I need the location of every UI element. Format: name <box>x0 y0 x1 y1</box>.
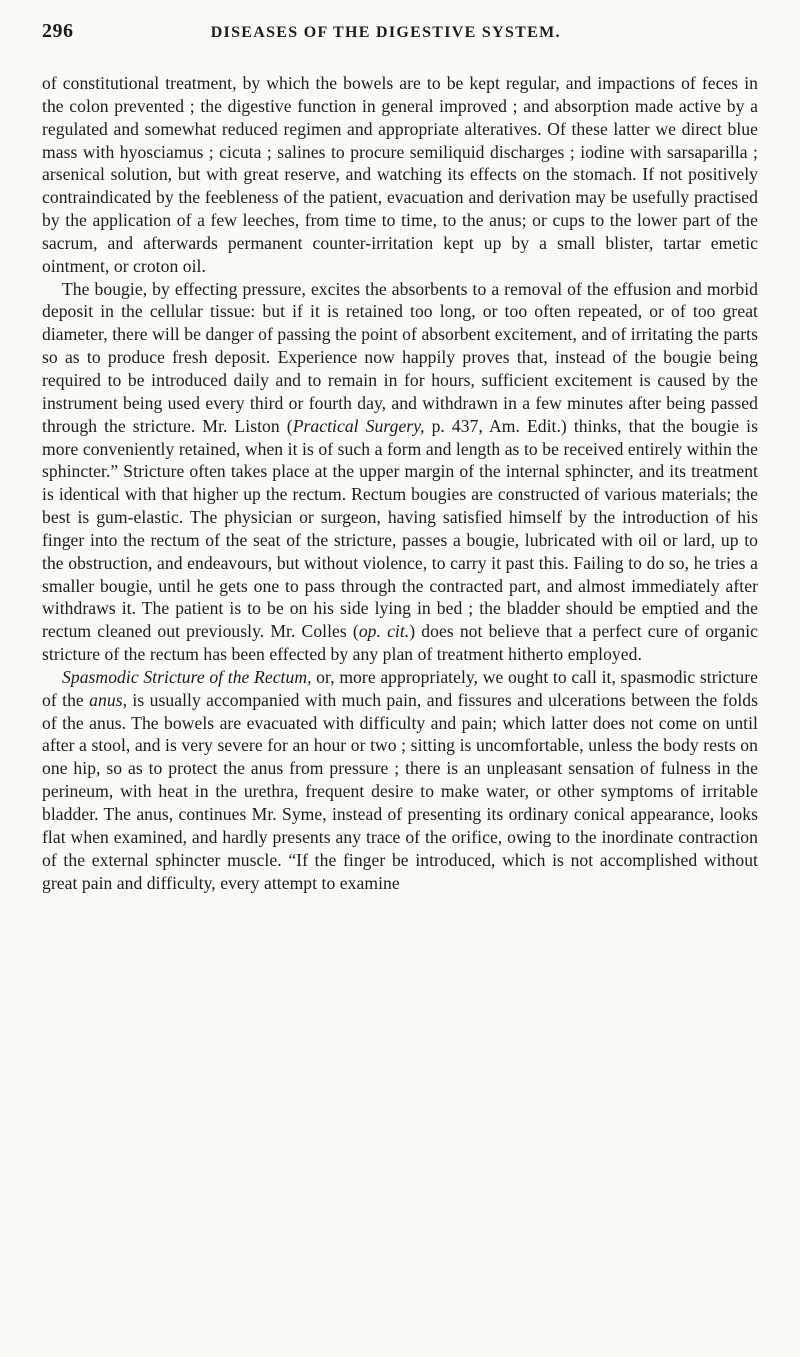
running-head <box>42 20 758 48</box>
text-run: p. 437, Am. Edit.) thinks, that the bougie is more conveniently retained, when it is of such a form and length as to be received entirely within the sphincter.” Stricture often takes place at the upper margin of the internal sphincter, and its treatment is identical with that higher up the rectum. Rectum bougies are constructed of various materials; the best is gum-elastic. The physician or surgeon, having satisfied himself by the introduction of his finger into the rectum of the seat of the stricture, passes a bougie, lubricated with oil or lard, up to the obstruction, and endeavours, but without violence, to carry it past this. Failing to do so, he tries a smaller bougie, until he gets one to pass through the contracted part, and almost immediately after withdraws it. The patient is to be on his side lying in bed ; the bladder should be emptied and the rectum cleaned out previously. Mr. Colles ( <box>42 415 758 642</box>
text-run: or, more appropriately, we ought to call it, spasmodic stricture of the <box>42 666 758 710</box>
italic-text-run: op. cit. <box>358 621 410 642</box>
body-text <box>42 72 758 894</box>
italic-text-run: Practical Surgery, <box>292 415 425 436</box>
paragraph-1 <box>42 72 758 278</box>
paragraph-3 <box>42 666 758 894</box>
text-run: of constitutional treatment, by which the bowels are to be kept regular, and impactions of feces in the colon prevented ; the digestive function in general improved ; and absorption made active by a regulated and somewhat reduced regimen and appropriate alteratives. Of these latter we direct blue mass with hyosciamus ; cicuta ; salines to procure semiliquid discharges ; iodine with sarsaparilla ; arsenical solution, but with great reserve, and watching its effects on the stomach. If not positively contraindicated by the feebleness of the patient, evacuation and derivation may be usefully practised by the application of a few leeches, from time to time, to the anus; or cups to the lower part of the sacrum, and afterwards permanent counter-irritation kept up by a small blister, tartar emetic ointment, or croton oil. <box>42 73 758 276</box>
text-run: The bougie, by effecting pressure, excites the absorbents to a removal of the effusion and morbid deposit in the cellular tissue: but if it is retained too long, or too often repeated, or of too great diameter, there will be danger of passing the point of absorbent excitement, and of irritating the parts so as to produce fresh deposit. Experience now happily proves that, instead of the bougie being required to be introduced daily and to remain in for hours, sufficient excitement is caused by the instrument being used every third or fourth day, and withdrawn in a few minutes after being passed through the stricture. Mr. Liston ( <box>42 278 758 436</box>
running-title: DISEASES OF THE DIGESTIVE SYSTEM. <box>210 24 561 41</box>
paragraph-2 <box>42 278 758 666</box>
italic-text-run: Spasmodic Stricture of the Rectum, <box>62 666 312 687</box>
text-run: is usually accompanied with much pain, and fissures and ulcerations between the folds of the anus. The bowels are evacuated with difficulty and pain; which latter does not come on until after a stool, and is very severe for an hour or two ; sitting is uncomfortable, unless the body rests on one hip, so as to protect the anus from pressure ; there is an unpleasant sensation of fulness in the perineum, with heat in the urethra, frequent desire to make water, or other symptoms of irritable bladder. The anus, continues Mr. Syme, instead of presenting its ordinary conical appearance, looks flat when examined, and hardly presents any trace of the orifice, owing to the inordinate contraction of the external sphincter muscle. “If the finger be introduced, which is not accomplished without great pain and difficulty, every attempt to examine <box>42 689 758 893</box>
page-number: 296 <box>42 20 74 42</box>
italic-text-run: anus, <box>89 689 128 710</box>
text-run: ) does not believe that a perfect cure of organic stricture of the rectum has been effected by any plan of treatment hitherto employed. <box>42 621 758 665</box>
